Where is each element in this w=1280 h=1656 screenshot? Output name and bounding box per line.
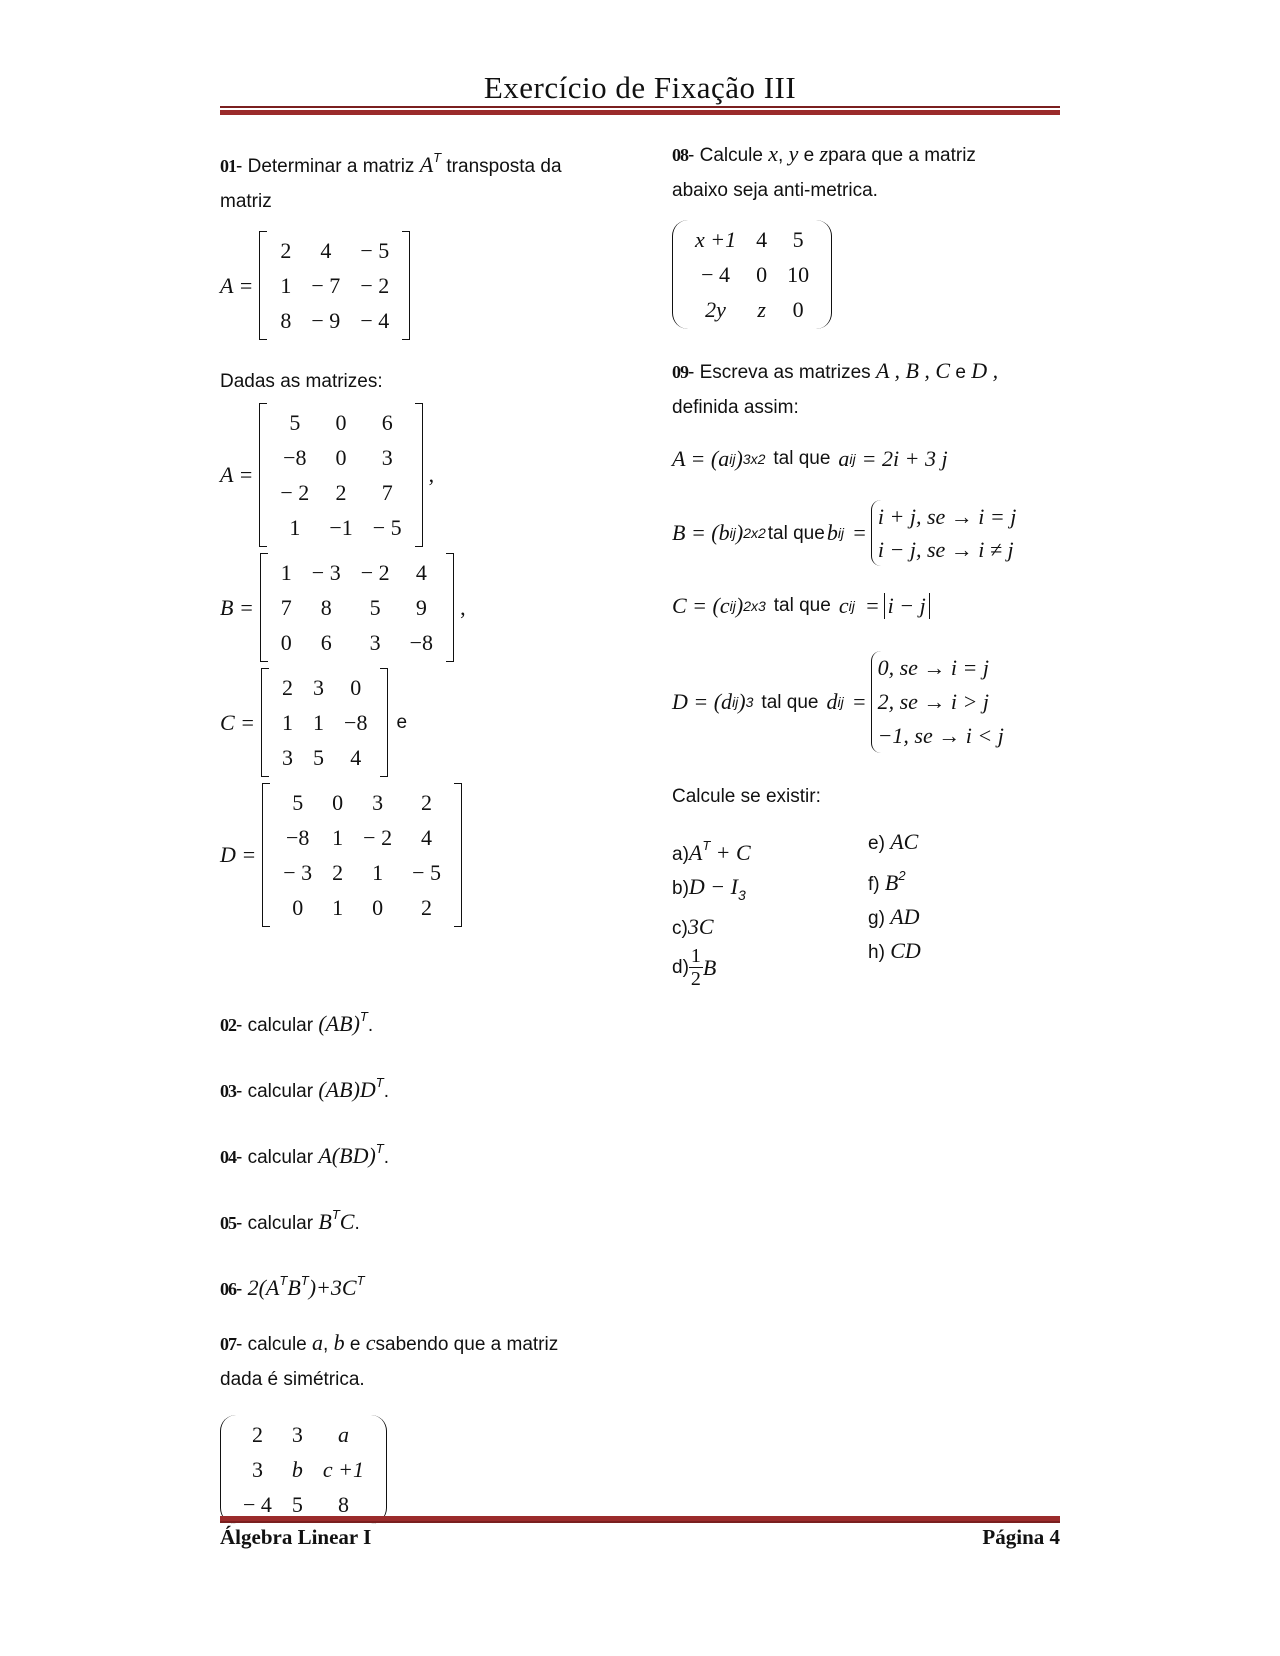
matrix-row [233, 1417, 374, 1452]
matrix-row [270, 475, 411, 510]
calculate-list [672, 829, 1072, 990]
matrix-cell: − 7 [311, 272, 341, 298]
question-03: 03- calcular $(AB)D^T$. [220, 1075, 390, 1102]
matrix-cell: 0 [756, 261, 768, 287]
matrix-a: A = 5 0 6 −8 0 3 − 2 2 7 1 −1 − 5 , [220, 403, 620, 547]
matrix-cell: 7 [280, 594, 292, 620]
question-09: 09- Escreva as matrizes A , B , C e D , definida assim: [672, 358, 999, 418]
matrix-cell: 8 [280, 307, 292, 333]
matrix-cell: − 9 [311, 307, 341, 333]
matrix-cell: 0 [332, 789, 344, 815]
footer-course: Álgebra Linear I [220, 1525, 372, 1549]
matrix-cell: 2 [280, 237, 292, 263]
right-column [672, 136, 1072, 990]
definition-c: C = (c ij ) 2x3 tal que c ij = i − j [672, 588, 1072, 623]
matrix-row [233, 1452, 374, 1487]
item-a: $a)A^T + C$ [672, 838, 751, 865]
matrix-b: B = 1 − 3 − 2 4 7 8 5 9 0 6 3 −8 , [220, 553, 620, 662]
matrix-cell: − 5 [372, 514, 402, 540]
matrix-cell: − 5 [360, 237, 390, 263]
matrix-row [270, 510, 411, 545]
matrix-cell: 6 [320, 629, 332, 655]
matrix-cell: 8 [337, 1491, 349, 1517]
matrix-cell: x +1 [695, 226, 737, 252]
matrix-cell: 1 [280, 272, 292, 298]
matrix-cell: 2y [705, 296, 726, 322]
question-02: 02- calcular (AB)$^T$. [220, 1009, 374, 1036]
item-g: g) AD [868, 904, 920, 929]
matrix-row [273, 890, 451, 925]
matrix-cell: −1 [329, 514, 353, 540]
matrix-cell: − 2 [280, 479, 310, 505]
given-matrices-label: Dadas as matrizes: [220, 371, 383, 392]
matrix-d: D = 5 0 3 2 −8 1 − 2 4 − 3 2 1 − 5 0 1 0 2 [220, 783, 620, 927]
matrix-cell: 1 [282, 709, 294, 735]
question-07: 07- calcule a, b e csabendo que a matriz dada é simétrica. [220, 1330, 559, 1390]
matrix-cell: 0 [792, 296, 804, 322]
matrix-cell: − 2 [360, 559, 390, 585]
matrix-row [685, 292, 819, 327]
item-f: f) $B^2$ [868, 868, 906, 895]
matrix-cell: 1 [289, 514, 301, 540]
matrix-cell: 5 [313, 744, 325, 770]
footer-page-number: Página 4 [982, 1525, 1060, 1549]
matrix-cell: − 4 [701, 261, 731, 287]
matrix-cell: −8 [285, 824, 310, 850]
matrix-cell: 3 [313, 674, 325, 700]
matrix-row [685, 257, 819, 292]
header-rule [220, 106, 1060, 115]
matrix-cell: 3 [251, 1456, 263, 1482]
matrix-row [271, 590, 443, 625]
matrix-cell: − 2 [363, 824, 393, 850]
matrix-cell: 5 [291, 1491, 303, 1517]
matrix-cell: 3 [291, 1421, 303, 1447]
matrix-row [272, 670, 377, 705]
item-c: c)3C [672, 914, 714, 939]
question-05: 05- calcular $B^TC$. [220, 1207, 360, 1234]
matrix-cell: −8 [409, 629, 434, 655]
matrix-cell: 0 [335, 444, 347, 470]
matrix-cell: − 5 [412, 859, 441, 885]
question-06: 06- $2(A^TB^T)+3C^T$ [220, 1273, 365, 1300]
matrix-cell: 0 [335, 409, 347, 435]
matrix-cell: −8 [283, 444, 307, 470]
matrix-row [270, 233, 399, 268]
matrix-cell: − 3 [283, 859, 313, 885]
matrix-cell: 10 [787, 261, 810, 287]
matrix-row [270, 268, 399, 303]
matrix-cell: 5 [292, 789, 304, 815]
item-h: h) CD [868, 938, 921, 963]
item-b: $b)D - I_3$ [672, 874, 746, 903]
matrix-cell: 4 [350, 744, 362, 770]
matrix-cell: 4 [421, 824, 433, 850]
footer [220, 1525, 1060, 1550]
matrix-cell: 0 [350, 674, 362, 700]
definition-b: B = (b ij ) 2x2 tal que b ij = i + j, se → i = j i − j, se → i ≠ j [672, 500, 1072, 566]
matrix-cell: − 2 [360, 272, 390, 298]
matrix-cell: 1 [332, 894, 344, 920]
matrix-cell: 1 [332, 824, 344, 850]
matrix-row [273, 820, 451, 855]
matrix-row [272, 705, 377, 740]
matrix-row [271, 555, 443, 590]
matrix-row [685, 222, 819, 257]
matrix-cell: 3 [282, 744, 294, 770]
matrix-cell: 1 [313, 709, 325, 735]
matrix-row [273, 855, 451, 890]
matrix-row [272, 740, 377, 775]
matrix-cell: z [757, 296, 766, 322]
matrix-row [270, 303, 399, 338]
matrix-cell: b [291, 1456, 303, 1482]
matrix-cell: c +1 [322, 1456, 365, 1482]
matrix-cell: − 4 [243, 1491, 272, 1517]
matrix-cell: − 4 [360, 307, 390, 333]
matrix-cell: 5 [289, 409, 301, 435]
calculate-title: Calcule se existir: [672, 786, 821, 807]
matrix-row [270, 405, 411, 440]
matrix-cell: 3 [369, 629, 381, 655]
calculate-items-right [868, 826, 921, 969]
matrix-cell: 0 [372, 894, 384, 920]
matrix-cell: 2 [335, 479, 347, 505]
matrix-cell: 2 [421, 894, 433, 920]
matrix-cell: 6 [381, 409, 393, 435]
matrix-cell: 3 [381, 444, 393, 470]
item-e: e) AC [868, 829, 919, 854]
matrix-q08 [672, 220, 1072, 329]
matrix-cell: 5 [369, 594, 381, 620]
page-title: Exercício de Fixação III [483, 70, 797, 105]
matrix-cell: 2 [251, 1421, 263, 1447]
matrix-cell: 0 [280, 629, 292, 655]
matrix-cell: 8 [320, 594, 332, 620]
matrix-cell: 5 [792, 226, 804, 252]
definition-d: D = (d ij ) 3 tal que d ij = 0, se → i = j 2, se → i > j −1, se → i < j [672, 651, 1072, 753]
matrix-row [270, 440, 411, 475]
question-08: 08- Calcule x, y e zpara que a matriz abaixo seja anti-metrica. [672, 141, 976, 201]
matrix-cell: 4 [415, 559, 427, 585]
question-01: 01- Determinar a matriz $A^T$ transposta da matriz [220, 150, 562, 212]
matrix-cell: 4 [756, 226, 768, 252]
matrix-q07 [220, 1415, 620, 1524]
matrix-cell: 2 [332, 859, 344, 885]
matrix-cell: 4 [320, 237, 332, 263]
matrix-a-transpose-source: A = 2 4 − 5 1 − 7 − 2 8 − 9 − 4 [220, 231, 620, 340]
matrix-cell: 3 [372, 789, 384, 815]
matrix-c: C = 2 3 0 1 1 −8 3 5 4 e [220, 668, 620, 777]
matrix-cell: 7 [381, 479, 393, 505]
matrix-cell: 0 [292, 894, 304, 920]
matrix-cell: 9 [415, 594, 427, 620]
matrix-cell: 2 [282, 674, 294, 700]
matrix-cell: 1 [280, 559, 292, 585]
matrix-cell: 2 [421, 789, 433, 815]
matrix-cell: 1 [372, 859, 384, 885]
matrix-cell: a [337, 1421, 349, 1447]
left-column [220, 140, 620, 1524]
footer-rule [220, 1514, 1060, 1523]
question-04: 04- calcular A(BD)$^T$. [220, 1141, 390, 1168]
item-d: d) $\frac{1}{2}$ B [672, 945, 717, 990]
matrix-row [271, 625, 443, 660]
calculate-items-left [672, 830, 751, 990]
definition-a: A = (a ij ) 3x2 tal que a ij = 2i + 3 j [672, 445, 948, 471]
matrix-cell: − 3 [311, 559, 341, 585]
matrix-row [273, 785, 451, 820]
matrix-cell: −8 [344, 709, 368, 735]
